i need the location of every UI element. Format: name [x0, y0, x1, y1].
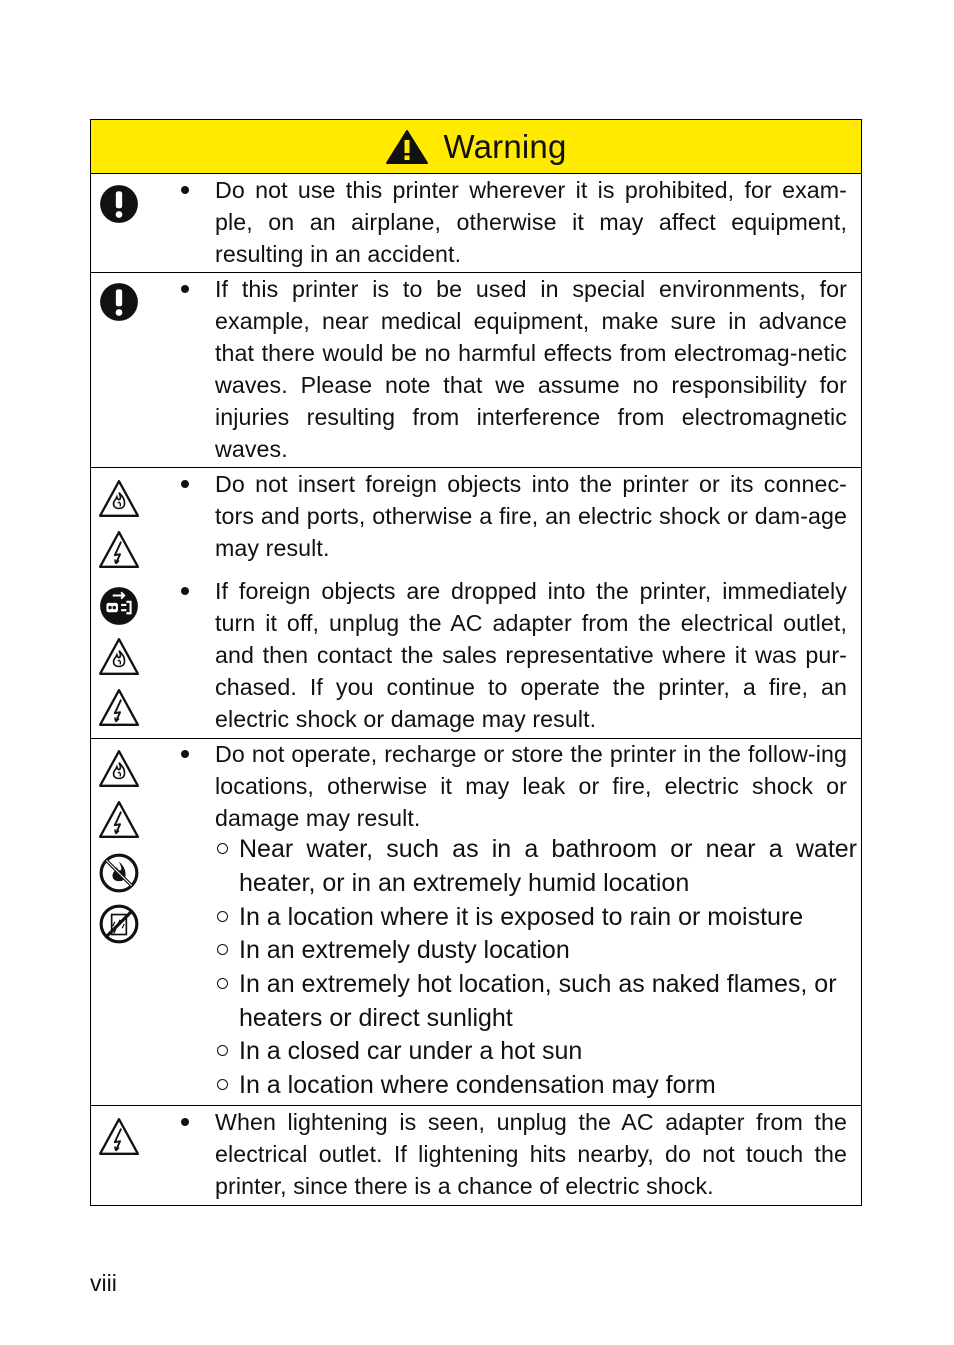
mandatory-exclamation-icon	[98, 281, 140, 323]
circle-bullet-icon	[217, 978, 228, 989]
warning-text: Do not use this printer wherever it is prohibited, for exam-ple, on an airplane, otherwise it may affect equipment, resulting in an accident.	[215, 177, 847, 267]
page-number: viii	[90, 1270, 117, 1296]
no-fire-icon	[98, 852, 140, 894]
location-list-item: In an extremely dusty location	[217, 933, 857, 967]
warning-triangle-icon	[385, 129, 429, 165]
location-list-item: In a closed car under a hot sun	[217, 1034, 857, 1068]
warning-row	[91, 273, 861, 468]
electric-shock-icon	[98, 529, 140, 571]
location-list-item: In a location where it is exposed to rain or moisture	[217, 900, 857, 934]
warning-title: Warning	[443, 127, 567, 165]
unplug-icon	[98, 585, 140, 627]
location-list-item: In a location where condensation may form	[217, 1068, 857, 1102]
location-list-item: Near water, such as in a bathroom or near a water heater, or in an extremely humid location	[217, 832, 857, 900]
bullet	[181, 186, 189, 194]
warning-row	[91, 174, 861, 273]
bullet	[181, 750, 189, 758]
circle-bullet-icon	[217, 911, 228, 922]
bullet	[181, 587, 189, 595]
no-water-icon	[98, 903, 140, 945]
bullet	[181, 480, 189, 488]
bullet	[181, 285, 189, 293]
fire-hazard-icon	[98, 748, 140, 790]
location-list-item: In an extremely hot location, such as naked flames, or heaters or direct sunlight	[217, 967, 857, 1035]
electric-shock-icon	[98, 799, 140, 841]
bullet	[181, 1118, 189, 1126]
warning-text: Do not operate, recharge or store the printer in the follow-ing locations, otherwise it may leak or fire, electric shock or damage may result.	[215, 741, 847, 831]
warning-text: If foreign objects are dropped into the printer, immediately turn it off, unplug the AC adapter from the electrical outlet, and then contact the sales representative where it was pur-chased. If you continue to operate the printer, a fire, an electric shock or damage may result.	[215, 578, 847, 732]
mandatory-exclamation-icon	[98, 183, 140, 225]
circle-bullet-icon	[217, 1045, 228, 1056]
circle-bullet-icon	[217, 843, 228, 854]
warning-table	[90, 119, 862, 1206]
warning-row	[91, 468, 861, 739]
electric-shock-icon	[98, 687, 140, 729]
warning-header	[91, 120, 861, 174]
warning-text: When lightening is seen, unplug the AC adapter from the electrical outlet. If lightening hits nearby, do not touch the printer, since there is a chance of electric shock.	[215, 1109, 847, 1199]
warning-text: Do not insert foreign objects into the printer or its connec-tors and ports, otherwise a fire, an electric shock or dam-age may result.	[215, 471, 847, 561]
warning-text: If this printer is to be used in special environments, for example, near medical equipment, make sure in advance that there would be no harmful effects from electromag-netic waves. Please note that we assume no responsibility for injuries resulting from interference from electromagnetic waves.	[215, 276, 847, 462]
circle-bullet-icon	[217, 944, 228, 955]
fire-hazard-icon	[98, 478, 140, 520]
fire-hazard-icon	[98, 636, 140, 678]
warning-row	[91, 739, 861, 1106]
electric-shock-icon	[98, 1116, 140, 1158]
warning-row	[91, 1106, 861, 1205]
circle-bullet-icon	[217, 1079, 228, 1090]
